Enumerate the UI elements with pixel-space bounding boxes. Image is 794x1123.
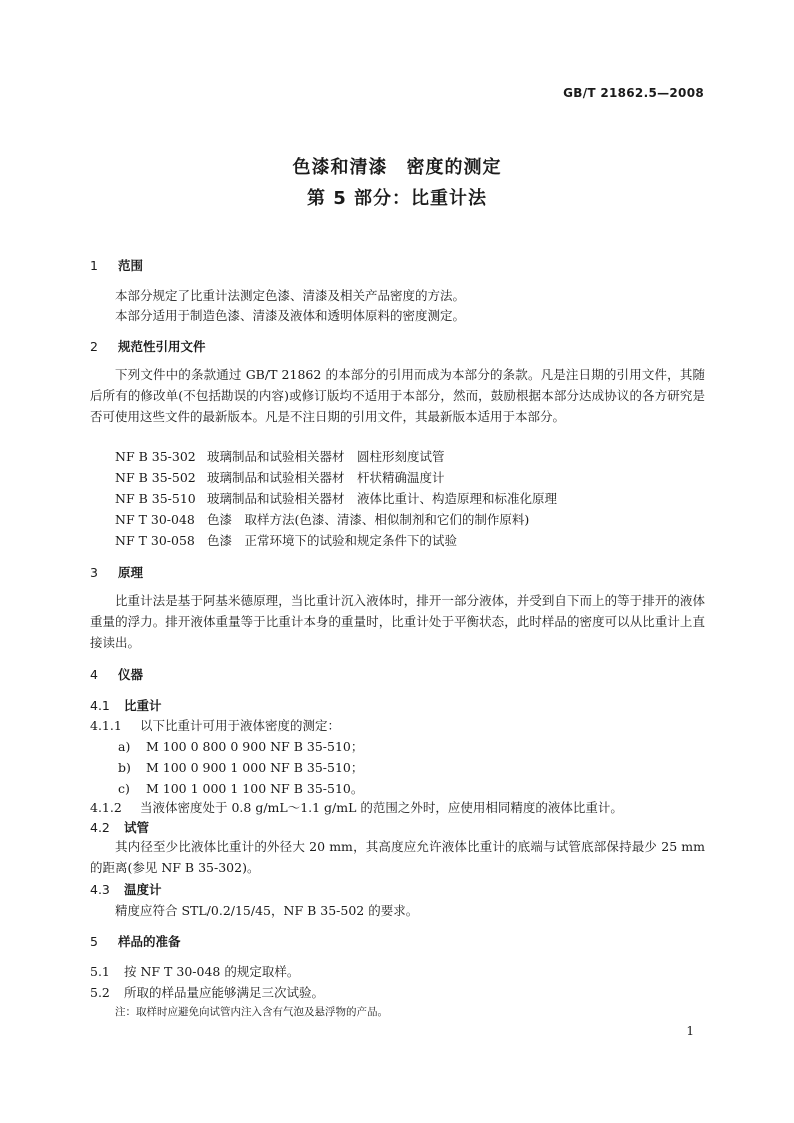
section-title: 范围 <box>118 258 144 273</box>
subsection-number: 4.1 <box>90 698 110 713</box>
clause-4-1-1 <box>90 716 340 734</box>
clause-number: 5.1 <box>90 964 110 979</box>
reference-item <box>115 510 529 528</box>
list-text: M 100 1 000 1 100 NF B 35-510。 <box>146 781 364 796</box>
section-title: 规范性引用文件 <box>118 339 206 354</box>
section-2-heading <box>90 337 206 355</box>
subsection-4-2-heading <box>90 818 149 836</box>
section-number: 4 <box>90 667 98 682</box>
reference-code: NF B 35-510 <box>115 491 196 506</box>
subsection-number: 4.3 <box>90 882 110 897</box>
clause-text: 按 NF T 30-048 的规定取样。 <box>124 964 300 979</box>
list-item <box>118 737 363 755</box>
clause-5-2 <box>90 983 324 1001</box>
reference-title: 色漆 正常环境下的试验和规定条件下的试验 <box>207 533 458 548</box>
document-title: 色漆和清漆 密度的测定 <box>292 157 502 178</box>
document-subtitle: 第 5 部分：比重计法 <box>306 188 488 209</box>
list-label: c) <box>118 781 130 796</box>
list-text: M 100 0 900 1 000 NF B 35-510； <box>146 760 364 775</box>
clause-4-1-2 <box>90 798 623 816</box>
list-item <box>118 779 363 797</box>
section-1-paragraph-2: 本部分适用于制造色漆、清漆及液体和透明体原料的密度测定。 <box>115 308 466 323</box>
reference-item <box>115 531 457 549</box>
section-4-heading <box>90 665 143 683</box>
list-label: b) <box>118 760 131 775</box>
page-number: 1 <box>686 1024 694 1038</box>
section-number: 3 <box>90 565 98 580</box>
section-number: 5 <box>90 934 98 949</box>
reference-code: NF B 35-502 <box>115 470 196 485</box>
reference-title: 色漆 取样方法(色漆、清漆、相似制剂和它们的制作原料) <box>207 512 530 527</box>
list-item <box>118 758 363 776</box>
reference-code: NF T 30-048 <box>115 512 195 527</box>
section-number: 2 <box>90 339 98 354</box>
clause-text: 所取的样品量应能够满足三次试验。 <box>124 985 325 1000</box>
section-title: 样品的准备 <box>118 934 181 949</box>
standard-number: GB/T 21862.5—2008 <box>563 86 704 100</box>
reference-title: 玻璃制品和试验相关器材 液体比重计、构造原理和标准化原理 <box>207 491 558 506</box>
section-number: 1 <box>90 258 98 273</box>
reference-title: 玻璃制品和试验相关器材 圆柱形刻度试管 <box>207 449 445 464</box>
clause-number: 5.2 <box>90 985 110 1000</box>
section-title: 仪器 <box>118 667 144 682</box>
section-3-paragraph: 比重计法是基于阿基米德原理，当比重计沉入液体时，排开一部分液体，并受到自下而上的等于排开的液体重量的浮力。排开液体重量等于比重计本身的重量时，比重计处于平衡状态，此时样品的密度可以从比重计上直接读出。 <box>90 593 705 650</box>
section-2-paragraph: 下列文件中的条款通过 GB/T 21862 的本部分的引用而成为本部分的条款。凡是注日期的引用文件，其随后所有的修改单(不包括勘误的内容)或修订版均不适用于本部分，然而，鼓励根据本部分达成协议的各方研究是否可使用这些文件的最新版本。凡是不注日期的引用文件，其最新版本适用于本部分。 <box>90 367 705 424</box>
subsection-title: 试管 <box>124 820 150 835</box>
reference-item <box>115 489 557 507</box>
clause-number: 4.1.1 <box>90 718 122 733</box>
subsection-number: 4.2 <box>90 820 110 835</box>
reference-title: 玻璃制品和试验相关器材 杆状精确温度计 <box>207 470 445 485</box>
subsection-title: 比重计 <box>124 698 162 713</box>
list-text: M 100 0 800 0 900 NF B 35-510； <box>146 739 364 754</box>
section-1-paragraph-1: 本部分规定了比重计法测定色漆、清漆及相关产品密度的方法。 <box>115 288 466 303</box>
reference-item <box>115 447 445 465</box>
clause-5-1 <box>90 962 299 980</box>
list-label: a) <box>118 739 131 754</box>
clause-text: 以下比重计可用于液体密度的测定： <box>140 718 341 733</box>
reference-item <box>115 468 445 486</box>
subsection-4-1-heading <box>90 696 162 714</box>
section-title: 原理 <box>118 565 144 580</box>
subsection-4-3-heading <box>90 880 162 898</box>
subsection-4-3-paragraph: 精度应符合 STL/0.2/15/45，NF B 35-502 的要求。 <box>115 903 419 918</box>
section-3-heading <box>90 563 143 581</box>
note: 注：取样时应避免向试管内注入含有气泡及悬浮物的产品。 <box>115 1006 388 1018</box>
reference-code: NF B 35-302 <box>115 449 196 464</box>
clause-text: 当液体密度处于 0.8 g/mL～1.1 g/mL 的范围之外时，应使用相同精度的液体比重计。 <box>140 800 623 815</box>
section-5-heading <box>90 932 181 950</box>
section-1-heading <box>90 256 143 274</box>
reference-code: NF T 30-058 <box>115 533 195 548</box>
clause-number: 4.1.2 <box>90 800 122 815</box>
subsection-4-2-paragraph: 其内径至少比液体比重计的外径大 20 mm，其高度应允许液体比重计的底端与试管底部保持最少 25 mm 的距离(参见 NF B 35-302)。 <box>90 839 705 875</box>
subsection-title: 温度计 <box>124 882 162 897</box>
